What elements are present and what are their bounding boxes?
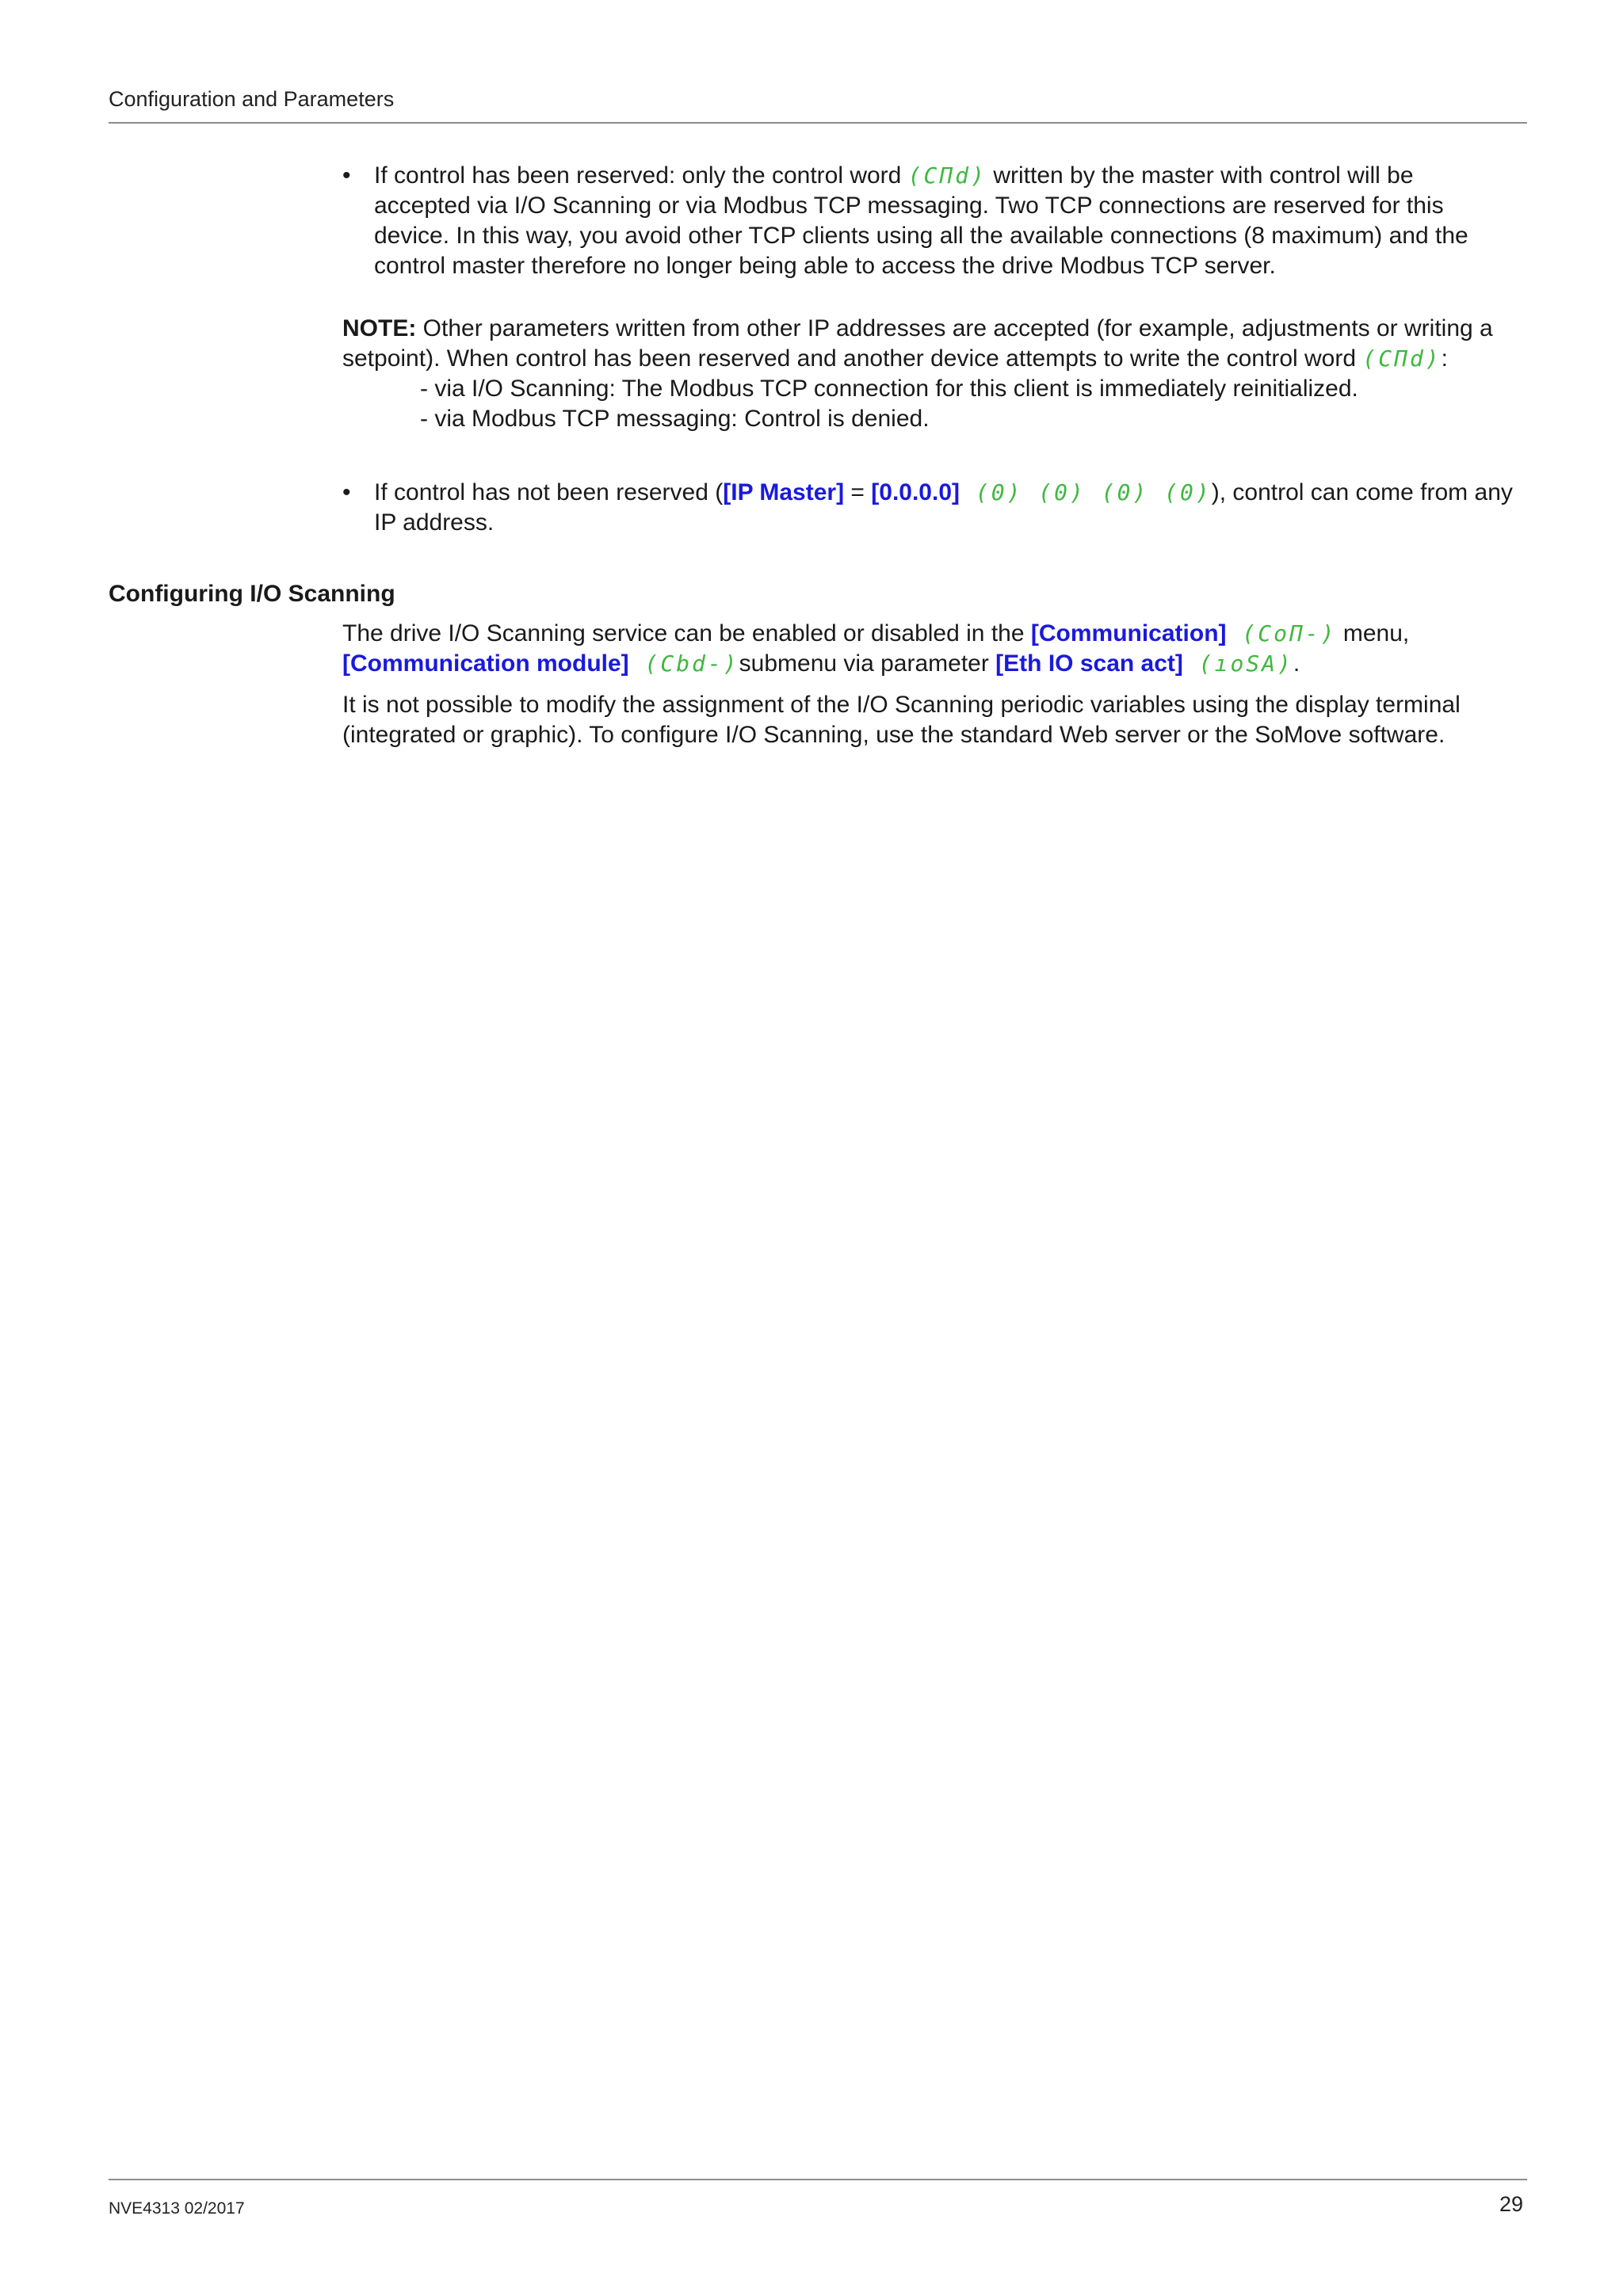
code-cmd: (CΠd) <box>1362 345 1442 372</box>
footer-divider <box>109 2179 1527 2180</box>
bullet-control-reserved <box>342 161 1515 281</box>
section-paragraph-1 <box>342 619 1523 679</box>
text-segment: menu, <box>1336 620 1410 646</box>
bullet-control-not-reserved <box>342 478 1515 538</box>
note-paragraph <box>342 314 1523 434</box>
bullet-text <box>374 478 1515 538</box>
paragraph-text: It is not possible to modify the assignment of the I/O Scanning periodic variables using the display terminal (integrated or graphic). To configure I/O Scanning, use the standard Web server or the SoMove software. <box>342 692 1461 748</box>
text-segment: If control has not been reserved ( <box>374 479 724 505</box>
text-segment: submenu via parameter <box>739 650 996 677</box>
bullet-text <box>374 161 1515 281</box>
note-line-io-scanning: - via I/O Scanning: The Modbus TCP connection for this client is immediately reinitialized. <box>420 376 1358 402</box>
section-paragraph-2 <box>342 690 1523 750</box>
code-zeros: (0) (0) (0) (0) <box>960 479 1212 505</box>
text-segment: . <box>1293 650 1300 677</box>
note-label: NOTE: <box>342 315 417 341</box>
code-communication-module: (Cbd-) <box>628 650 739 677</box>
code-cmd: (CΠd) <box>907 162 987 189</box>
page-header-title: Configuration and Parameters <box>109 87 395 111</box>
bullet-dot: • <box>342 479 351 505</box>
code-communication: (CoΠ-) <box>1226 620 1337 646</box>
text-segment: If control has been reserved: only the control word <box>374 162 908 189</box>
param-eth-io-scan-act: [Eth IO scan act] <box>995 650 1183 677</box>
code-eth-io-scan-act: (ıoSA) <box>1182 650 1293 677</box>
param-communication: [Communication] <box>1030 620 1227 646</box>
bullet-dot: • <box>342 162 351 189</box>
footer-doc-id: NVE4313 02/2017 <box>109 2199 245 2218</box>
text-segment: Other parameters written from other IP addresses are accepted (for example, adjustments or writing a setpoint). When control has been reserved and another device attempts to write the control word <box>342 315 1493 372</box>
page-number: 29 <box>1499 2192 1523 2216</box>
text-segment: : <box>1441 345 1449 372</box>
text-segment: The drive I/O Scanning service can be enabled or disabled in the <box>342 620 1031 646</box>
note-line-modbus: - via Modbus TCP messaging: Control is denied. <box>420 406 930 432</box>
param-communication-module: [Communication module] <box>342 650 629 677</box>
param-ip-value: [0.0.0.0] <box>871 479 960 505</box>
text-segment: written by the master with control will be accepted via I/O Scanning or via Modbus TCP messaging. Two TCP connections are reserved for this device. In this way, you avoid other TCP clients using all the available connections (8 maximum) and the control master therefore no longer being able to access the drive Modbus TCP server. <box>374 162 1468 279</box>
header-divider <box>109 122 1527 124</box>
text-segment: ), control can come from any IP address. <box>374 479 1513 536</box>
param-ip-master: [IP Master] <box>723 479 845 505</box>
text-segment: = <box>844 479 872 505</box>
note-text <box>342 314 1523 434</box>
section-heading: Configuring I/O Scanning <box>109 581 395 607</box>
paragraph-text <box>342 619 1523 679</box>
